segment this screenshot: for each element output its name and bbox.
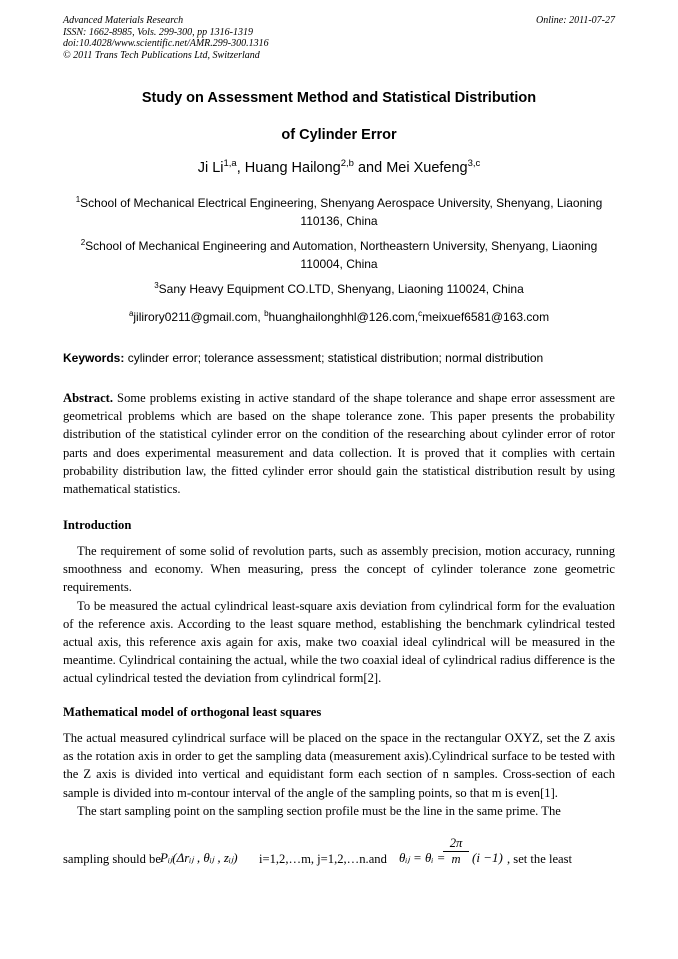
journal-issn: ISSN: 1662-8985, Vols. 299-300, pp 1316-1319 bbox=[63, 26, 253, 38]
affiliation-3 bbox=[63, 280, 615, 298]
keywords-label: Keywords: bbox=[63, 351, 125, 365]
affiliation-text: Sany Heavy Equipment CO.LTD, Shenyang, Liaoning 110024, China bbox=[158, 282, 524, 296]
affiliation-text: 110004, China bbox=[300, 257, 378, 271]
author-name: Ji Li bbox=[197, 160, 224, 176]
author-affiliation-mark: 1,a bbox=[223, 158, 237, 169]
affiliation-1 bbox=[63, 194, 615, 230]
equation-theta: θᵢⱼ = θᵢ = bbox=[399, 850, 446, 865]
paragraph: The actual measured cylindrical surface will be placed on the space in the rectangular OXYZ, set the Z axis as the rotation axis in order to get the sampling data (measurement axis).Cylindrical surface to be tested with the Z axis is divided into vertical and equidistant form each section of n samples. Cross-section of each sample is divided into m-contour interval of the angle of the sampling points, so that m is even[1]. bbox=[63, 731, 615, 800]
author-emails bbox=[63, 308, 615, 326]
email-link: huanghailonghhl@126.com, bbox=[268, 310, 419, 324]
affiliation-text: School of Mechanical Electrical Engineering, Shenyang Aerospace University, Shenyang, Liaoning bbox=[80, 196, 603, 210]
online-date: Online: 2011-07-27 bbox=[536, 15, 615, 26]
paragraph: The requirement of some solid of revolution parts, such as assembly precision, motion accuracy, running smoothness and economy. When measuring, press the concept of cylinder tolerance zone geometric requirements. bbox=[63, 544, 615, 595]
affiliation-text: 110136, China bbox=[300, 214, 378, 228]
journal-name: Advanced Materials Research bbox=[63, 15, 184, 26]
keywords bbox=[63, 351, 615, 365]
fraction-denominator: m bbox=[451, 852, 461, 866]
abstract bbox=[63, 389, 615, 498]
journal-header bbox=[63, 15, 615, 61]
affiliation-mark: 3 bbox=[154, 281, 159, 290]
introduction-body bbox=[63, 542, 615, 688]
affiliation-mark: 2 bbox=[80, 238, 86, 247]
keywords-text: cylinder error; tolerance assessment; statistical distribution; normal distribution bbox=[124, 351, 544, 365]
author-separator: , bbox=[236, 160, 245, 176]
equation-suffix: , set the least bbox=[507, 852, 573, 866]
journal-doi: doi:10.4028/www.scientific.net/AMR.299-300.1316 bbox=[63, 38, 269, 50]
equation-sampling-point: Pᵢⱼ(Δrᵢⱼ , θᵢⱼ , zᵢⱼ) bbox=[160, 850, 238, 865]
paragraph: The start sampling point on the sampling section profile must be the line in the same prime. The bbox=[77, 803, 561, 818]
paper-title-line-1: Study on Assessment Method and Statistical Distribution bbox=[141, 90, 537, 106]
author-name: Huang Hailong bbox=[244, 160, 341, 176]
email-link: jilirory0211@gmail.com, bbox=[133, 310, 265, 324]
section-heading-introduction: Introduction bbox=[63, 518, 132, 532]
author-affiliation-mark: 3,c bbox=[467, 158, 481, 169]
section-heading-math-model: Mathematical model of orthogonal least squares bbox=[63, 705, 322, 719]
math-model-body bbox=[63, 729, 615, 820]
email-link: meixuef6581@163.com bbox=[422, 310, 550, 324]
author-affiliation-mark: 2,b bbox=[340, 158, 354, 169]
author-name: Mei Xuefeng bbox=[386, 160, 468, 176]
affiliation-mark: 1 bbox=[75, 195, 81, 204]
author-list bbox=[63, 160, 615, 176]
affiliation-text: School of Mechanical Engineering and Automation, Northeastern University, Shenyang, Liaoning bbox=[85, 239, 598, 253]
equation-fraction bbox=[443, 836, 469, 867]
paper-title-line-2: of Cylinder Error bbox=[281, 127, 397, 143]
email-mark: b bbox=[264, 309, 269, 318]
equation-index-range: i=1,2,…m, j=1,2,…n.and bbox=[259, 852, 387, 866]
author-separator: and bbox=[353, 160, 387, 176]
fraction-numerator: 2π bbox=[443, 836, 469, 852]
equation-prefix: sampling should be bbox=[63, 852, 161, 866]
abstract-label: Abstract. bbox=[63, 391, 114, 405]
paragraph: To be measured the actual cylindrical least-square axis deviation from cylindrical form for the evaluation of the reference axis. According to the least square method, establishing the benchmark cylindrical tested actual axis, this reference axis again for axis, make two coaxial ideal cylindrical will be measured in the meantime. Cylindrical containing the actual, while the two coaxial ideal of cylindrical radius difference is the actual cylindrical tested the deviation from cylindrical form[2]. bbox=[63, 598, 615, 686]
email-mark: a bbox=[128, 309, 134, 318]
journal-copyright: © 2011 Trans Tech Publications Ltd, Switzerland bbox=[63, 49, 260, 61]
equation-factor: (i −1) bbox=[472, 850, 503, 865]
email-mark: c bbox=[418, 309, 423, 318]
affiliation-2 bbox=[63, 237, 615, 273]
abstract-text: Some problems existing in active standard of the shape tolerance and shape error assessment are geometrical problems which are based on the shape tolerance zone. This paper presents the probability distribution of the statistical cylinder error on the condition of the researching about cylinder error of rotor parts and does experimental measurement and data collection. It is proved that it complies with certain probability distribution law, the fitted cylinder error should gain the statistical distribution result by using mathematical statistics. bbox=[63, 391, 615, 497]
